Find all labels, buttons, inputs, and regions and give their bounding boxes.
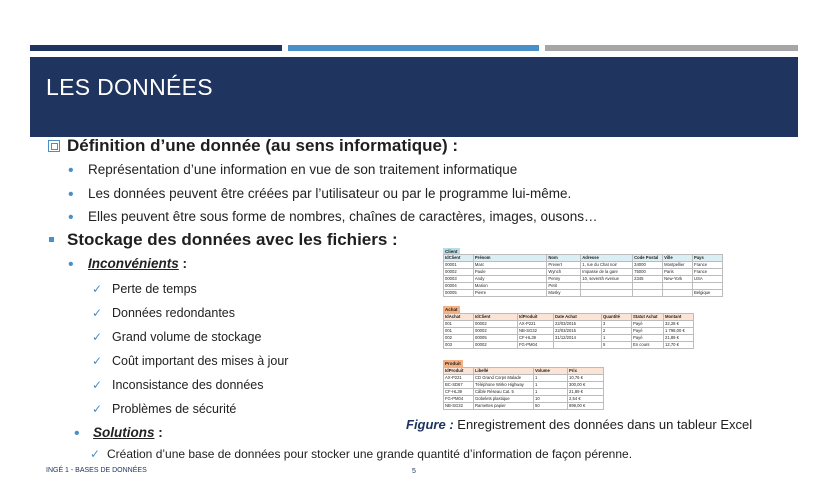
client-cell: 10, seventh Avenue [581,276,633,283]
produit-column-header: Volume [534,368,568,375]
client-cell [663,283,693,290]
client-cell [633,290,663,297]
solutions-heading [93,425,163,440]
client-cell: France [693,269,723,276]
client-cell [581,283,633,290]
client-column-header: Code Postal [633,255,663,262]
achat-table-tag: Achat [445,307,458,312]
achat-table [443,313,694,349]
client-cell: Andy [473,276,547,283]
slide-title: LES DONNÉES [46,74,213,100]
achat-cell: 31/12/2014 [554,335,602,342]
client-cell [633,283,663,290]
achat-cell: 32,28 € [664,321,694,328]
client-cell: Mosky [547,290,581,297]
produit-table-tag: Produit [445,361,461,366]
produit-cell: 1 [534,389,568,396]
produit-cell: 1 [534,382,568,389]
client-header-row [444,255,723,262]
dot-bullet-icon: • [74,425,80,442]
page-number: 5 [412,468,416,475]
produit-cell: Téléphone Wirko Highway [474,382,534,389]
client-cell: France [693,262,723,269]
achat-column-header: Statut Achat [632,314,664,321]
stockage-heading: Stockage des données avec les fichiers : [67,230,398,249]
produit-cell: Gobelets plastique [474,396,534,403]
client-cell: 75000 [633,269,663,276]
client-table-row [444,290,723,297]
check-icon: ✓ [92,306,103,320]
client-cell [663,290,693,297]
client-cell: 00001 [444,262,474,269]
achat-table-row [444,335,694,342]
client-column-header: Ville [663,255,693,262]
achat-table-row [444,342,694,349]
top-accent-bars [30,45,798,51]
achat-cell: 003 [444,342,474,349]
produit-column-header: Prix [568,368,604,375]
achat-cell [554,342,602,349]
client-cell: Impasse de la gare [581,269,633,276]
achat-cell: 001 [444,321,474,328]
client-table-row [444,276,723,283]
achat-cell: En cours [632,342,664,349]
achat-cell: 00002 [474,321,518,328]
achat-cell: CF-HL39 [518,335,554,342]
client-cell [693,283,723,290]
dot-bullet-icon: • [68,256,74,273]
produit-table-row [444,375,604,382]
inconvenient-item: Problèmes de sécurité [112,402,237,416]
client-cell: Pierre [473,290,547,297]
produit-cell: 899,00 € [568,403,604,410]
achat-cell: 2 [602,328,632,335]
client-cell: 1, rue du Chat noir [581,262,633,269]
achat-cell: 001 [444,328,474,335]
client-table-row [444,283,723,290]
achat-column-header: Quantité [602,314,632,321]
client-cell: 00002 [444,269,474,276]
client-cell: Paris [663,269,693,276]
check-icon: ✓ [92,330,103,344]
achat-cell: 3 [602,321,632,328]
achat-cell: 22/03/2015 [554,321,602,328]
client-column-header: Adresse [581,255,633,262]
check-icon: ✓ [92,402,103,416]
dot-bullet-icon: • [68,209,74,226]
inconvenients-label: Inconvénients [88,256,179,271]
produit-table-row [444,389,604,396]
produit-column-header: IdProduit [444,368,474,375]
produit-table-row [444,382,604,389]
produit-cell: 50 [534,403,568,410]
produit-cell: 300,00 € [568,382,604,389]
definition-item: Elles peuvent être sous forme de nombres, chaînes de caractères, images, ousons… [88,209,598,224]
achat-column-header: Montant [664,314,694,321]
achat-cell: 5 [602,342,632,349]
produit-table-row [444,403,604,410]
accent-bar-gray [545,45,798,51]
solutions-colon: : [154,425,163,440]
achat-cell: 1 [602,335,632,342]
produit-cell: NB-SG32 [444,403,474,410]
client-cell: 00003 [444,276,474,283]
inconvenient-item: Inconsistance des données [112,378,264,392]
achat-header-row [444,314,694,321]
produit-cell: 10 [534,396,568,403]
achat-cell: FG-PM04 [518,342,554,349]
square-bullet-icon [49,237,54,242]
produit-column-header: Libellé [474,368,534,375]
produit-cell: 1 [534,375,568,382]
client-cell: 00004 [444,283,474,290]
client-cell: Marc [473,262,547,269]
produit-cell: 2,54 € [568,396,604,403]
inconvenient-item: Coût important des mises à jour [112,354,289,368]
achat-cell: Payé [632,321,664,328]
figure-label: Figure : [406,417,454,432]
inconvenients-colon: : [178,256,188,271]
title-band [30,57,798,137]
square-bullet-icon [48,140,60,152]
achat-column-header: IdProduit [518,314,554,321]
produit-cell: CF-HL39 [444,389,474,396]
check-icon: ✓ [92,378,103,392]
client-cell: 00005 [444,290,474,297]
achat-cell: 1 798,00 € [664,328,694,335]
client-cell: Wynch [547,269,581,276]
dot-bullet-icon: • [68,186,74,203]
client-column-header: Nom [547,255,581,262]
achat-column-header: IdClient [474,314,518,321]
dot-bullet-icon: • [68,162,74,179]
client-cell [581,290,633,297]
achat-cell: 22/03/2015 [554,328,602,335]
inconvenient-item: Grand volume de stockage [112,330,262,344]
achat-cell: 00005 [474,335,518,342]
client-column-header: IdClient [444,255,474,262]
inconvenient-item: Données redondantes [112,306,236,320]
produit-cell: Câble Réseau Cat. 5 [474,389,534,396]
client-cell: 34000 [633,262,663,269]
client-cell: Prevert [547,262,581,269]
client-cell: Belgique [693,290,723,297]
check-icon: ✓ [90,447,101,461]
produit-header-row [444,368,604,375]
client-cell: New-York [663,276,693,283]
definition-heading: Définition d’une donnée (au sens informatique) : [67,136,459,155]
client-cell: Paule [473,269,547,276]
client-cell: 2345 [633,276,663,283]
client-table-tag: Client [445,249,458,254]
footer-text: INGÉ 1 - BASES DE DONNÉES [46,467,147,474]
client-cell: Montpellier [663,262,693,269]
achat-cell: 00002 [474,342,518,349]
client-table [443,254,723,297]
achat-cell: Payé [632,328,664,335]
client-table-row [444,269,723,276]
achat-cell: NB-SG32 [518,328,554,335]
client-table-row [444,262,723,269]
produit-table-row [444,396,604,403]
produit-cell: BC-SD67 [444,382,474,389]
achat-cell: AX-P221 [518,321,554,328]
achat-cell: 12,70 € [664,342,694,349]
achat-cell: 21,89 € [664,335,694,342]
inconvenient-item: Perte de temps [112,282,197,296]
achat-column-header: IdAchat [444,314,474,321]
excel-figure [443,248,723,412]
definition-item: Représentation d’une information en vue de son traitement informatique [88,162,518,177]
figure-caption [406,417,752,432]
produit-cell: AX-P221 [444,375,474,382]
achat-cell: 00002 [474,328,518,335]
inconvenients-heading [88,256,187,271]
achat-table-row [444,321,694,328]
check-icon: ✓ [92,354,103,368]
client-cell: Penny [547,276,581,283]
check-icon: ✓ [92,282,103,296]
solution-item: Création d’une base de données pour stocker une grande quantité d’information de façon pérenne. [107,447,633,461]
client-column-header: Prénom [473,255,547,262]
achat-cell: 002 [444,335,474,342]
produit-cell: 21,89 € [568,389,604,396]
accent-bar-blue [288,45,539,51]
achat-cell: Payé [632,335,664,342]
produit-cell: FG-PM04 [444,396,474,403]
accent-bar-navy [30,45,282,51]
figure-caption-text: Enregistrement des données dans un tableur Excel [453,417,753,432]
produit-cell: CD Grand Corps Malade [474,375,534,382]
client-cell: USA [693,276,723,283]
produit-cell: Ramettes papier [474,403,534,410]
produit-cell: 10,76 € [568,375,604,382]
solutions-label: Solutions [93,425,155,440]
client-column-header: Pays [693,255,723,262]
produit-table [443,367,604,410]
definition-item: Les données peuvent être créées par l’utilisateur ou par le programme lui-même. [88,186,572,201]
achat-table-row [444,328,694,335]
client-cell: Marion [473,283,547,290]
achat-column-header: Date Achat [554,314,602,321]
client-cell: Petit [547,283,581,290]
